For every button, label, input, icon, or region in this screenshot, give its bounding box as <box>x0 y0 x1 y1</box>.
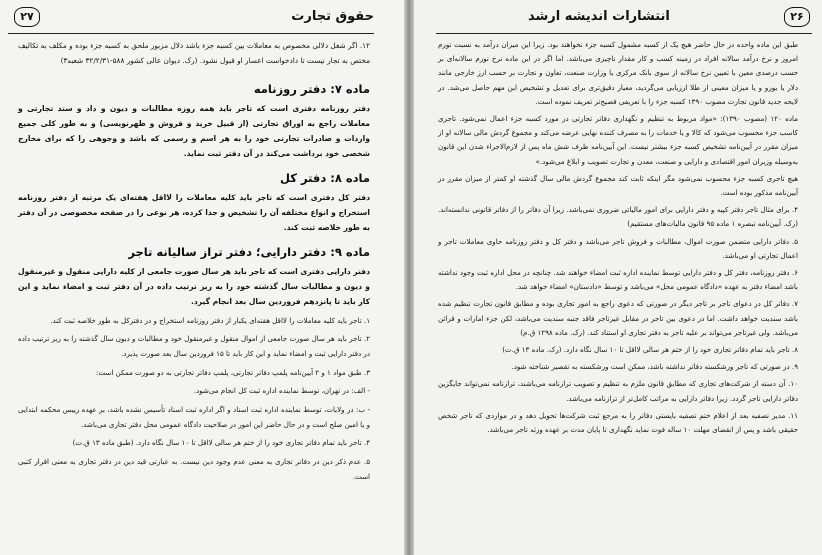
footnote-item: ۱۱. مدیر تصفیه بعد از اعلام ختم تصفیه بایستی دفاتر را به مرجع ثبت شرکت‌ها تحویل دهد و در مواردی که تاجر شخص حقیقی باشد و پس از انقضای مهلت ۱۰ ساله فوت نماید نگهداری تا پایان مدت بر عهده ورثه تاجر می‌باشد. <box>438 410 798 435</box>
top-paragraph: ۱۲. اگر شغل دلالی مخصوص به معاملات بین کسبه جزء باشد دلال مزبور ملحق به کسبه جزء بوده و مکلف به تکالیف مختص به تجار نیست تا دادخواست اعسار او قبول نشود. (رک. دیوان عالی کشور ۵۸۸-۳۲/۲/۳۱ شعبه۳) <box>18 41 370 66</box>
note-item: - ب: در ولایات، توسط نماینده اداره ثبت اسناد و اگر اداره ثبت اسناد تأسیس نشده باشد، بر عهده رییس محکمه ابتدایی و یا امین صلح است و در حال حاضر این امور در صلاحیت دادگاه عمومی محل دفتر تجاری می‌باشد. <box>18 404 370 429</box>
header-rule <box>8 33 374 34</box>
header-rule <box>436 33 812 34</box>
section-heading-article-9: ماده ۹: دفتر دارایی؛ دفتر تراز سالیانه تاجر <box>128 244 370 259</box>
footnote-item: ۸. تاجر باید تمام دفاتر تجاری خود را از ختم هر سالی لااقل تا ۱۰ سال نگاه دارد. (رک. ماده ۱۳ ق.ت) <box>502 345 798 355</box>
paragraph: هیچ تاجری کسبه جزء محسوب نمی‌شود مگر اینکه ثابت کند مجموع گردش مالی سال گذشته او کمتر از میزان مقرر در آیین‌نامه مذکور بوده است. <box>438 173 798 198</box>
paragraph: طبق این ماده واحده در حال حاضر هیچ یک از کسبه مشمول کسبه جزء نخواهند بود. زیرا این میزان درآمد به نسبت تورم امروز و نرخ درآمد سالانه افراد در زمینه کسب و کار مقدار ناچیزی می‌باشد. اما اگر در این ماده نرخ تورم سالانه‌ای بر حسب درصدی معین با تعیین نرخ سالانه از سوی بانک مرکزی یا وزارت صنعت، تعاون و تجارت بر حسب ارز خارجی مانند دلار یا یورو و یا میزان معینی از طلا ارزیابی می‌گردید، معیار دقیق‌تری برای تعدیل و تشخیص این مهم حاصل می‌شد. در لایحه جدید قانون تجارت مصوب ۱۳۹۰ کسبه جزء را با تعریفی فصیح‌تر تعریف نموده است. <box>438 40 798 106</box>
article-8-text: دفتر کل دفتری است که تاجر باید کلیه معاملات را لااقل هفته‌ای یک مرتبه از دفتر روزنامه استخراج و انواع مختلفه آن را تشخیص و جدا کرده، هر نوعی را در صفحه مخصوصی در آن دفتر به طور خلاصه ثبت کند. <box>18 192 370 233</box>
article-7-text: دفتر روزنامه دفتری است که تاجر باید همه روزه مطالبات و دیون و داد و ستد تجارتی و معاملات راجع به اوراق تجارتی (از قبیل خرید و فروش و ظهرنویسی) و به طور کلی جمیع واردات و صادرات تجارتی خود را به هر اسم و رسمی که باشد و وجوهی را که برای مخارج شخصی خود برداشت می‌کند در آن دفتر ثبت نماید. <box>18 103 370 159</box>
note-item: ۳. طبق مواد ۱ و ۲ آیین‌نامه پلمپ دفاتر تجارتی، پلمپ دفاتر تجارتی به دو صورت ممکن است: <box>96 367 370 377</box>
right-page-number: ۲۶ <box>784 7 810 27</box>
article-9-text: دفتر دارایی دفتری است که تاجر باید هر سال صورت جامعی از کلیه دارایی منقول و غیرمنقول و دیون و مطالبات سال گذشته خود را به ریز ترتیب داده در آن دفتر ثبت و امضاء نماید و این کار باید تا پانزدهم فروردین سال بعد انجام گیرد. <box>18 266 370 307</box>
section-heading-article-8: ماده ۸: دفتر کل <box>279 170 370 185</box>
footnote-item: ۵. دفاتر دارایی متضمن صورت اموال، مطالبات و فروش تاجر می‌باشد و دفتر کل و دفتر روزنامه حاوی معاملات تاجر و اعمال تجارتی او می‌باشد. <box>438 236 798 260</box>
left-page-number: ۲۷ <box>14 7 40 27</box>
left-page-body <box>18 38 370 549</box>
footnote-item: ۹. در صورتی که تاجر ورشکسته دفاتر نداشته باشد، ممکن است ورشکسته به تقصیر شناخته شود. <box>511 362 798 372</box>
footnote-item: ۴. برای مثال تاجر دفتر کپیه و دفتر دارایی برای امور مالیاتی ضروری نمی‌باشد. زیرا آن دفاتر را از دفاتر قانونی ندانسته‌اند. (رک. آیین‌نامه تبصره ۱ ماده ۹۵ قانون مالیات‌های مستقیم) <box>438 205 798 229</box>
left-header-title: حقوق تجارت <box>291 9 374 24</box>
right-header-title: انتشارات اندیشه ارشد <box>528 9 670 24</box>
right-page-header <box>436 4 812 34</box>
note-item: - الف: در تهران، توسط نماینده اداره ثبت کل انجام می‌شود. <box>193 386 370 396</box>
footnote-item: ۷. دفاتر کل در دعوای تاجر بر تاجر دیگر در صورتی که دعوی راجع به امور تجاری بوده و مطابق قانون تجارت تنظیم شده باشد سندیت خواهد داشت. اما در دعوی بین تاجر در مقابل غیرتاجر فاقد جنبه سندیت می‌باشد، لکن جزء امارات و قرائن می‌باشد. ولی غیرتاجر می‌تواند بر علیه تاجر به دفتر تجاری او استناد کند. (رک. ماده ۱۲۹۸ ق.م) <box>438 299 798 337</box>
left-page-header <box>8 4 374 34</box>
note-item: ۲. تاجر باید هر سال صورت جامعی از اموال منقول و غیرمنقول خود و مطالبات و دیون سال گذشته را به ریز ترتیب داده در دفتر دارایی ثبت و امضاء نماید و این کار باید تا ۱۵ فروردین سال بعد صورت پذیرد. <box>18 333 370 359</box>
footnote-item: ۱۰. آن دسته از شرکت‌های تجاری که مطابق قانون ملزم به تنظیم و تصویب ترازنامه می‌باشند، ترازنامه نمی‌تواند جایگزین دفاتر دارایی تاجر گردد. زیرا دفاتر دارایی به مراتب کامل‌تر از ترازنامه می‌باشد. <box>438 379 798 403</box>
paragraph: ماده ۱۲۰ (مصوب ۱۳۹۰): «مواد مربوط به تنظیم و نگهداری دفاتر تجارتی در مورد کسبه جزء اعمال نمی‌شود. تاجری کاسب جزء محسوب می‌شود که کالا و یا خدمات را به مصرف کننده نهایی عرضه می‌کند و مجموع گردش مالی سالانه او از میزان مقرر در آیین‌نامه تشخیص کسبه جزء بیشتر نیست. این آیین‌نامه ظرف شش ماه پس از لازم‌الاجراء شدن این قانون به‌وسیله وزیران امور اقتصادی و دارایی و صنعت، معدن و تجارت تصویب و ابلاغ می‌شود.» <box>438 114 799 166</box>
left-page <box>0 0 404 555</box>
note-item: ۴. تاجر باید تمام دفاتر تجاری خود را از ختم هر سالی لااقل تا ۱۰ سال نگاه دارد. (طبق ماده ۱۳ ق.ت) <box>72 438 370 448</box>
right-page <box>414 0 822 555</box>
footnote-item: ۶. دفتر روزنامه، دفتر کل و دفتر دارایی توسط نماینده اداره ثبت امضاء خواهند شد. چنانچه در محل اداره ثبت وجود نداشته باشد امضاء دفتر به عهده «دادگاه عمومی محل» می‌باشد و توسط «دادستان» امضاء خواهد شد. <box>438 268 798 292</box>
right-page-body <box>438 38 798 549</box>
note-item: ۱. تاجر باید کلیه معاملات را لااقل هفته‌ای یکبار از دفتر روزنامه استخراج و در دفترکل به طور خلاصه ثبت کند. <box>50 315 370 325</box>
book-gutter <box>404 0 414 555</box>
note-item: ۵. عدم ذکر دین در دفاتر تجاری به معنی عدم وجود دین نیست. به عبارتی قید دین در دفتر تجاری به معنی اقرار کتبی است. <box>18 456 370 482</box>
section-heading-article-7: ماده ۷: دفتر روزنامه <box>253 81 370 96</box>
